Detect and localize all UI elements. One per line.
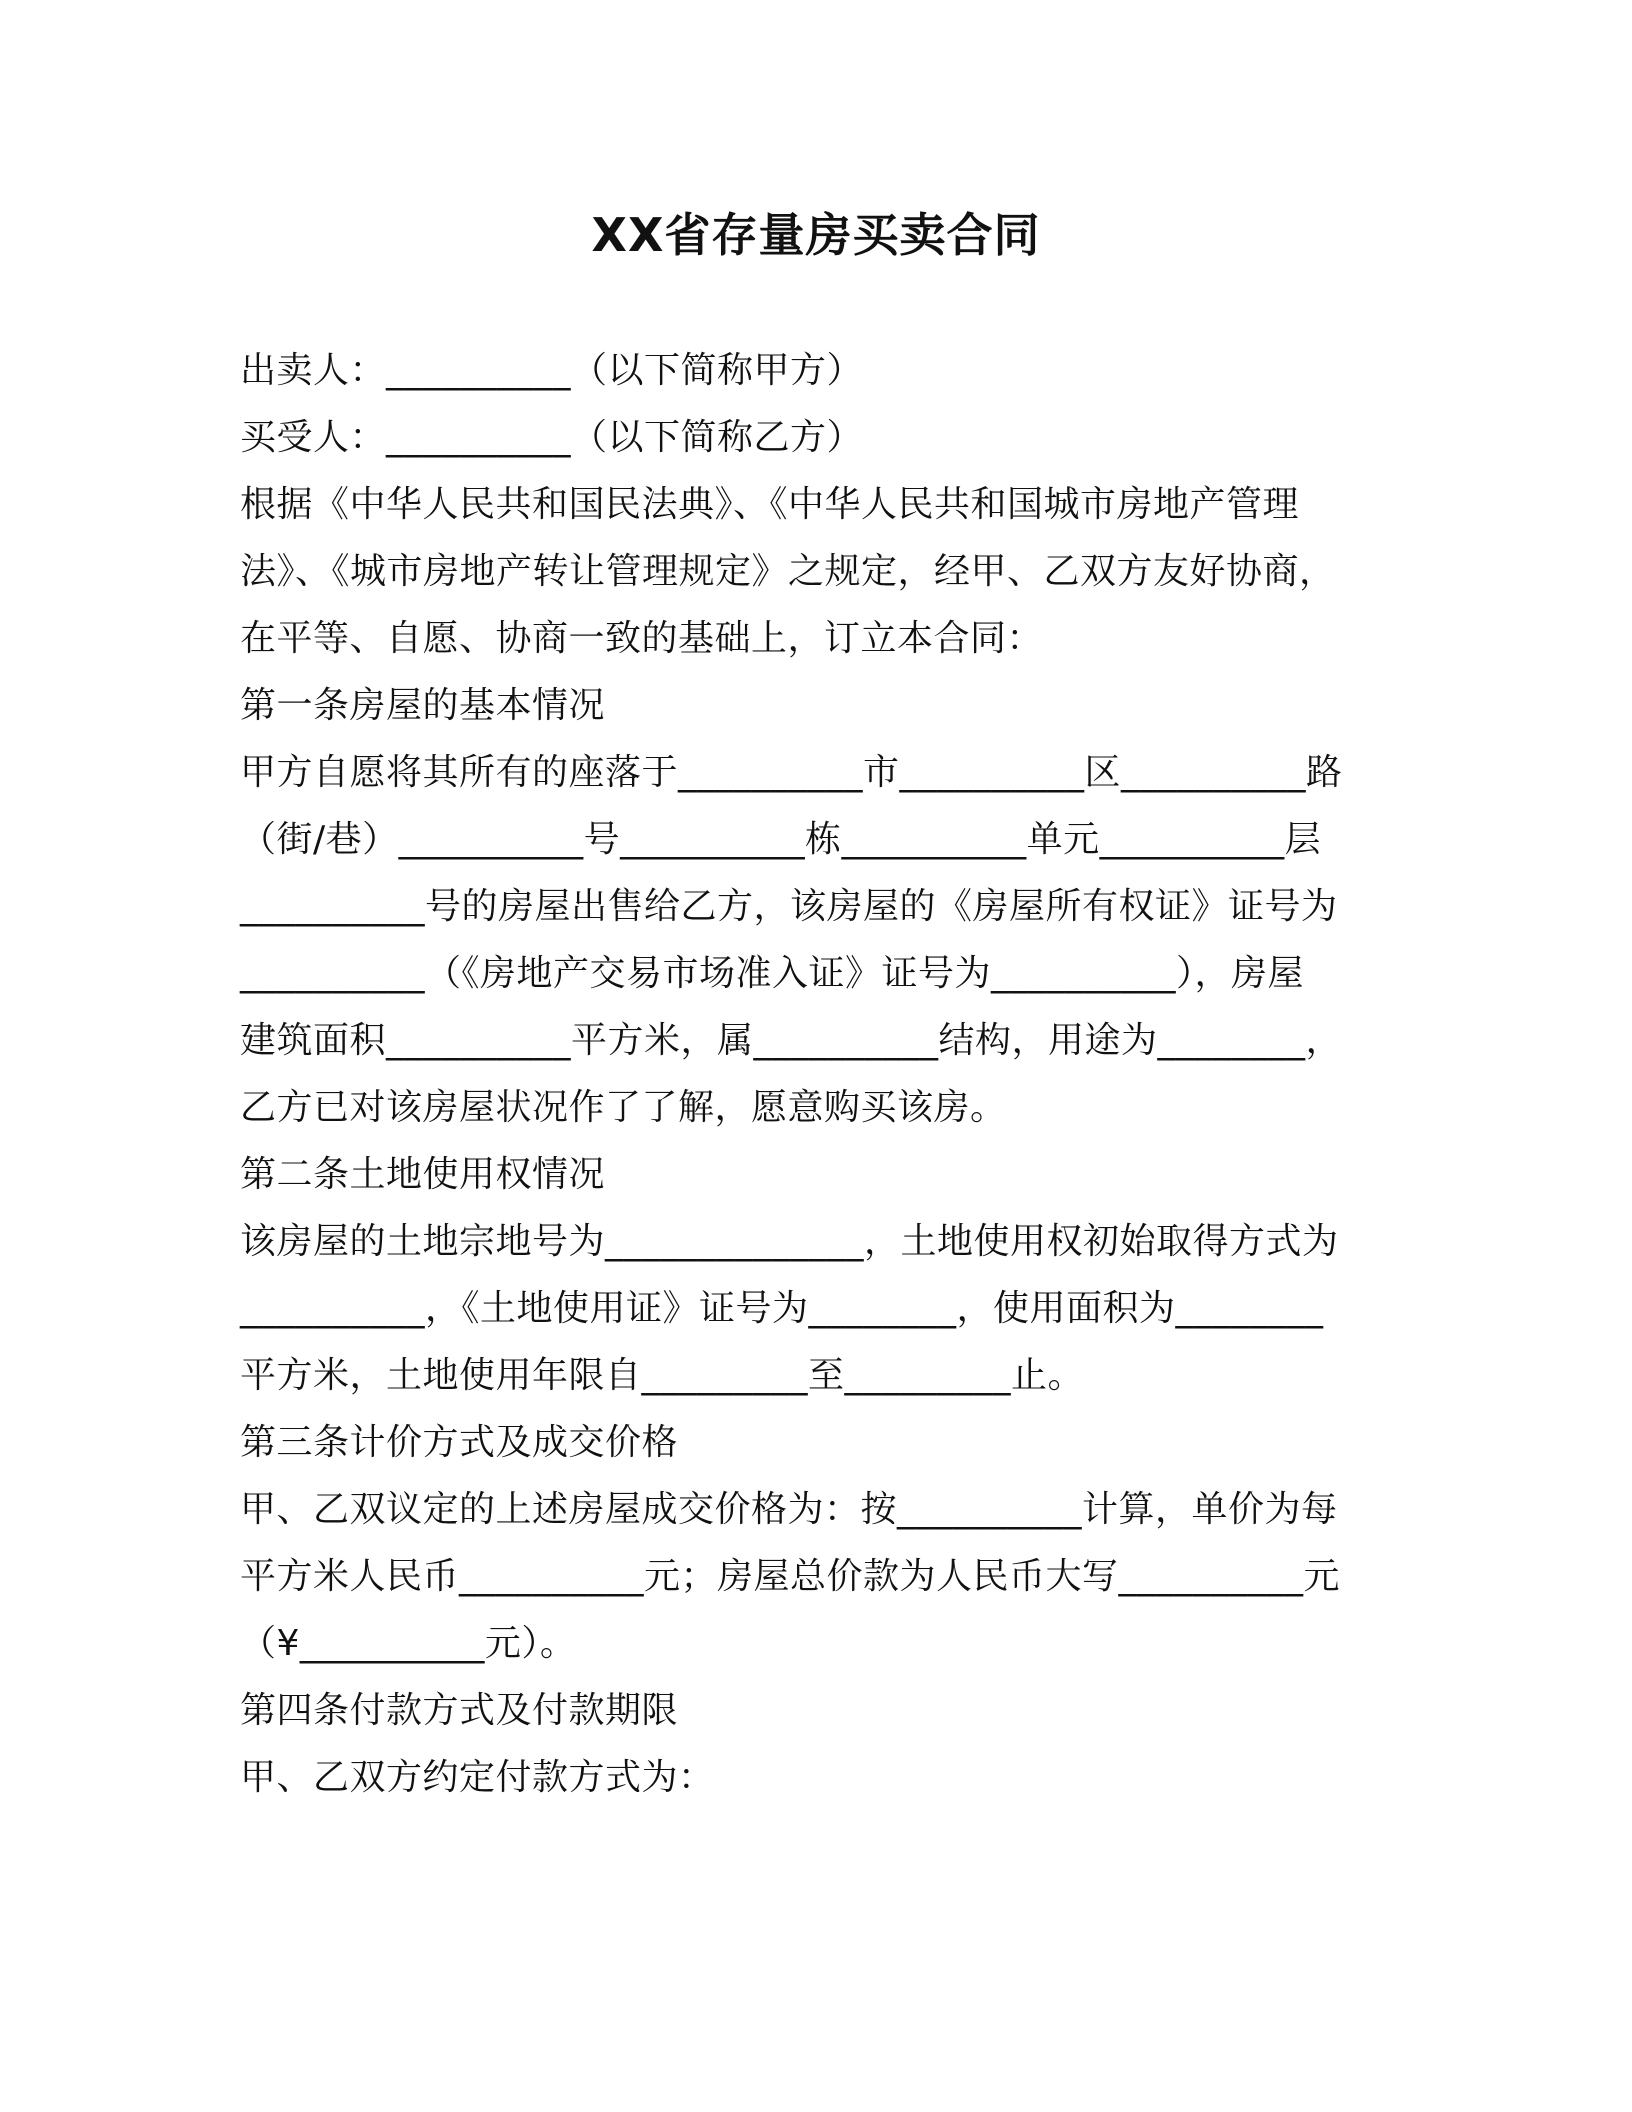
article-3-heading: 第三条计价方式及成交价格 bbox=[240, 1422, 679, 1463]
article-2-line-2: __________，《土地使用证》证号为________，使用面积为________ bbox=[240, 1288, 1324, 1329]
article-3-line-3: （¥__________元）。 bbox=[240, 1623, 577, 1664]
article-3-line-1: 甲、乙双议定的上述房屋成交价格为：按__________计算，单价为每 bbox=[240, 1489, 1338, 1530]
article-1-line-6: 乙方已对该房屋状况作了了解，愿意购买该房。 bbox=[240, 1087, 1007, 1128]
article-1-line-1: 甲方自愿将其所有的座落于__________市__________区__________路 bbox=[240, 752, 1343, 793]
buyer-line: 买受人：__________（以下简称乙方） bbox=[240, 417, 864, 458]
article-2-line-3: 平方米，土地使用年限自_________至_________止。 bbox=[240, 1355, 1085, 1396]
document-body bbox=[240, 337, 1420, 1811]
seller-line: 出卖人：__________（以下简称甲方） bbox=[240, 350, 864, 391]
article-1-line-3: __________号的房屋出售给乙方，该房屋的《房屋所有权证》证号为 bbox=[240, 886, 1338, 927]
article-1-line-2: （街/巷）__________号__________栋__________单元__________层 bbox=[240, 819, 1322, 860]
document-title: XX省存量房买卖合同 bbox=[591, 208, 1041, 262]
article-2-heading: 第二条土地使用权情况 bbox=[240, 1154, 606, 1195]
article-1-line-4: __________（《房地产交易市场准入证》证号为__________），房屋 bbox=[240, 953, 1305, 994]
article-1-heading: 第一条房屋的基本情况 bbox=[240, 685, 606, 726]
preamble-line-2: 法》、《城市房地产转让管理规定》之规定，经甲、乙双方友好协商， bbox=[240, 551, 1336, 592]
article-1-line-5: 建筑面积__________平方米，属__________结构，用途为________， bbox=[240, 1020, 1343, 1061]
preamble-line-3: 在平等、自愿、协商一致的基础上，订立本合同： bbox=[240, 618, 1044, 659]
article-4-heading: 第四条付款方式及付款期限 bbox=[240, 1690, 679, 1731]
article-2-line-1: 该房屋的土地宗地号为______________，土地使用权初始取得方式为 bbox=[240, 1221, 1339, 1262]
preamble-line-1: 根据《中华人民共和国民法典》、《中华人民共和国城市房地产管理 bbox=[240, 484, 1300, 525]
article-3-line-2: 平方米人民币__________元；房屋总价款为人民币大写__________元 bbox=[240, 1556, 1341, 1597]
article-4-line-1: 甲、乙双方约定付款方式为： bbox=[240, 1757, 715, 1798]
